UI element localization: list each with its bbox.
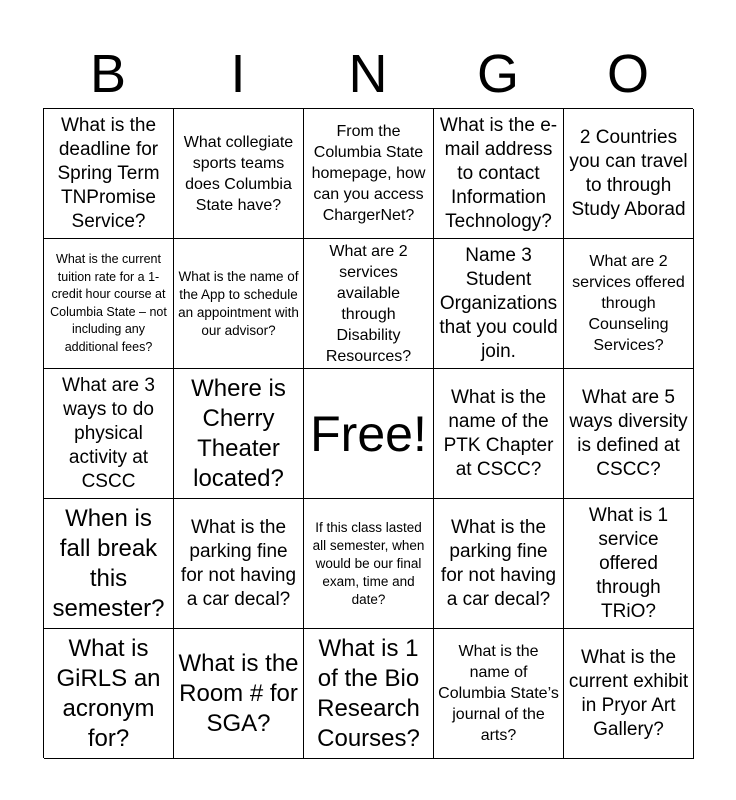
cell-text: What is 1 of the Bio Research Courses? xyxy=(317,634,420,752)
bingo-cell-g4 xyxy=(434,499,564,629)
bingo-cell-b1 xyxy=(44,109,174,239)
bingo-cell-g1 xyxy=(434,109,564,239)
bingo-cell-i2 xyxy=(174,239,304,369)
header-letter-i: I xyxy=(230,44,246,104)
cell-text: What is the name of the PTK Chapter at CSCC? xyxy=(443,386,554,480)
bingo-cell-b2 xyxy=(44,239,174,369)
cell-text: If this class lasted all semester, when would be our final exam, time and date? xyxy=(312,519,425,607)
cell-text: What is the name of the App to schedule an appointment with our advisor? xyxy=(178,268,299,338)
cell-text: When is fall break this semester? xyxy=(52,504,165,622)
bingo-cell-n4 xyxy=(304,499,434,629)
bingo-cell-free xyxy=(304,369,434,499)
cell-text: What are 3 ways to do physical activity at CSCC xyxy=(62,374,155,492)
free-space: Free! xyxy=(310,405,427,462)
cell-text: What is GiRLS an acronym for? xyxy=(56,634,161,752)
cell-text: What is the parking fine for not having a car decal? xyxy=(180,516,297,610)
bingo-cell-b3 xyxy=(44,369,174,499)
bingo-cell-o5 xyxy=(564,629,694,759)
cell-text: What are 5 ways diversity is defined at CSCC? xyxy=(569,386,688,480)
cell-text: What is the current exhibit in Pryor Art Gallery? xyxy=(568,646,689,740)
bingo-cell-n5 xyxy=(304,629,434,759)
bingo-cell-i5 xyxy=(174,629,304,759)
cell-text: What is the current tuition rate for a 1-credit hour course at Columbia State – not including any additional fees? xyxy=(50,252,167,354)
bingo-cell-g2 xyxy=(434,239,564,369)
cell-text: What is the name of Columbia State’s journal of the arts? xyxy=(438,643,559,744)
bingo-cell-g5 xyxy=(434,629,564,759)
cell-text: What is the e-mail address to contact Information Technology? xyxy=(439,114,558,232)
bingo-cell-i4 xyxy=(174,499,304,629)
header-letter-n: N xyxy=(348,44,388,104)
bingo-cell-o4 xyxy=(564,499,694,629)
header-letter-o: O xyxy=(606,44,649,104)
cell-text: What is the deadline for Spring Term TNPromise Service? xyxy=(57,114,160,232)
cell-text: From the Columbia State homepage, how can you access ChargerNet? xyxy=(311,123,426,224)
bingo-cell-b5 xyxy=(44,629,174,759)
bingo-cell-n1 xyxy=(304,109,434,239)
bingo-cell-i1 xyxy=(174,109,304,239)
bingo-cell-o3 xyxy=(564,369,694,499)
bingo-cell-b4 xyxy=(44,499,174,629)
header-letter-b: B xyxy=(89,44,127,104)
bingo-cell-i3 xyxy=(174,369,304,499)
cell-text: What is the Room # for SGA? xyxy=(178,649,299,737)
cell-text: What are 2 services available through Disability Resources? xyxy=(325,242,412,365)
cell-text: Name 3 Student Organizations that you could join. xyxy=(439,244,558,362)
bingo-cell-o2 xyxy=(564,239,694,369)
cell-text: What is 1 service offered through TRiO? xyxy=(588,504,669,622)
bingo-cell-o1 xyxy=(564,109,694,239)
bingo-grid xyxy=(43,108,693,758)
header-letter-g: G xyxy=(476,44,519,104)
bingo-cell-n2 xyxy=(304,239,434,369)
bingo-cell-g3 xyxy=(434,369,564,499)
cell-text: What are 2 services offered through Counseling Services? xyxy=(572,253,685,354)
cell-text: What is the parking fine for not having a car decal? xyxy=(440,516,557,610)
cell-text: 2 Countries you can travel to through Study Aborad xyxy=(569,126,688,220)
bingo-header xyxy=(43,40,693,108)
cell-text: Where is Cherry Theater located? xyxy=(191,374,286,492)
cell-text: What collegiate sports teams does Columbia State have? xyxy=(183,133,294,214)
